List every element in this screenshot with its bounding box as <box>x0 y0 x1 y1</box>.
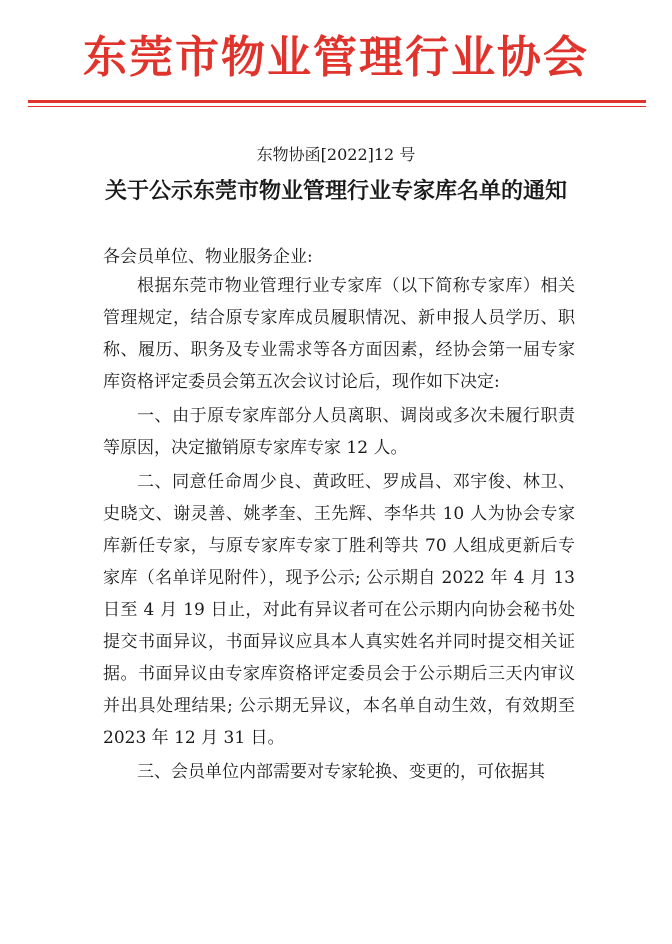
salutation: 各会员单位、物业服务企业: <box>103 247 313 267</box>
letterhead-rule-thick <box>28 100 646 103</box>
letterhead-org-name: 东莞市物业管理行业协会 <box>83 32 589 83</box>
document-body <box>103 270 575 790</box>
document-number: 东物协函[2022]12 号 <box>256 145 416 164</box>
paragraph-intro: 根据东莞市物业管理行业专家库（以下简称专家库）相关管理规定，结合原专家库成员履职情况、新申报人员学历、职称、履历、职务及专业需求等各方面因素，经协会第一届专家库资格评定委员会第五次会议讨论后，现作如下决定: <box>103 276 575 392</box>
letterhead-rule-thin <box>28 106 646 107</box>
paragraph-item-3: 三、会员单位内部需要对专家轮换、变更的，可依据其 <box>137 762 545 782</box>
paragraph-item-1: 一、由于原专家库部分人员离职、调岗或多次未履行职责等原因，决定撤销原专家库专家 12 人。 <box>103 406 575 458</box>
document-title: 关于公示东莞市物业管理行业专家库名单的通知 <box>104 179 567 204</box>
paragraph-item-2: 二、同意任命周少良、黄政旺、罗成昌、邓宇俊、林卫、史晓文、谢灵善、姚孝奎、王先辉、李华共 10 人为协会专家库新任专家，与原专家库专家丁胜利等共 70 人组成更新后专家库（名单详见附件），现予公示; 公示期自 2022 年 4 月 13 日至 4 月 19 日止，对此有异议者可在公示期内向协会秘书处提交书面异议，书面异议应具本人真实姓名并同时提交相关证据。书面异议由专家库资格评定委员会于公示期后三天内审议并出具处理结果; 公示期无异议，本名单自动生效，有效期至 2023 年 12 月 31 日。 <box>103 472 575 748</box>
